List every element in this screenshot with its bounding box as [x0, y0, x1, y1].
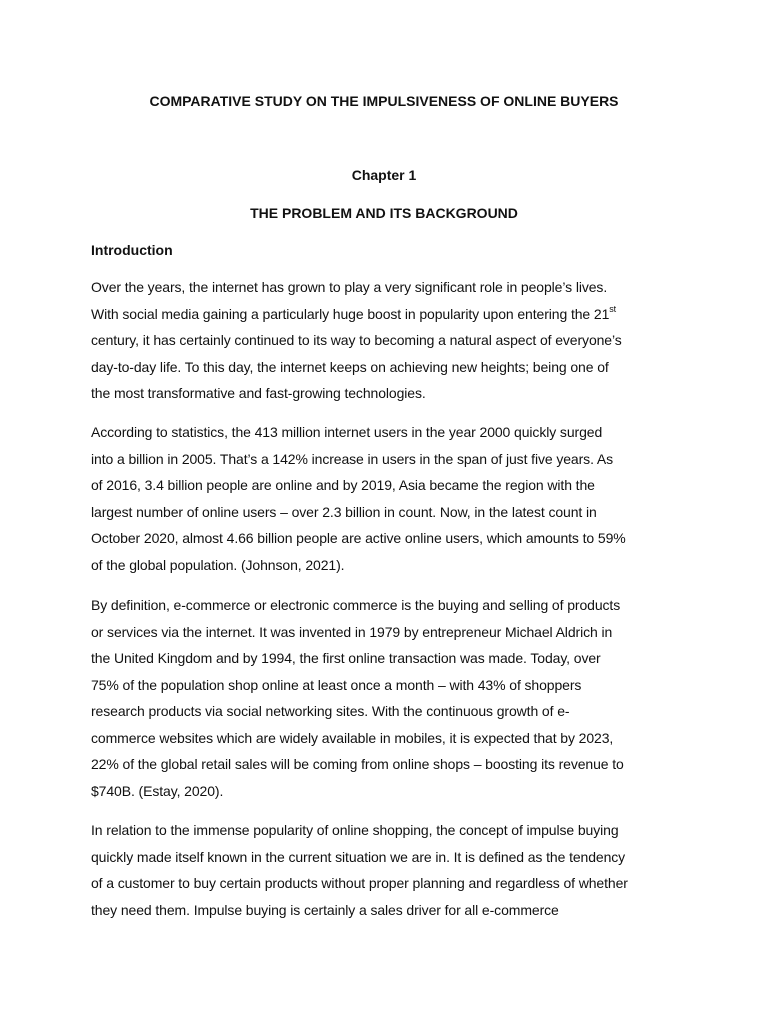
chapter-number: Chapter 1	[351, 167, 417, 183]
document-title: COMPARATIVE STUDY ON THE IMPULSIVENESS OF ONLINE BUYERS	[149, 93, 619, 109]
paragraph-1	[91, 274, 681, 407]
paragraph-line: the United Kingdom and by 1994, the first online transaction was made. Today, over	[91, 650, 601, 666]
paragraph-line: they need them. Impulse buying is certainly a sales driver for all e-commerce	[91, 901, 559, 918]
paragraph-line: of the global population. (Johnson, 2021).	[91, 556, 345, 573]
paragraph-line: research products via social networking sites. With the continuous growth of e-	[91, 703, 570, 719]
paragraph-line: By definition, e-commerce or electronic commerce is the buying and selling of products	[91, 597, 621, 613]
paragraph-line: In relation to the immense popularity of online shopping, the concept of impulse buying	[91, 822, 619, 838]
paragraph-line: into a billion in 2005. That’s a 142% increase in users in the span of just five years. As	[91, 450, 614, 467]
ordinal-superscript: st	[609, 303, 617, 314]
paragraph-line: quickly made itself known in the current situation we are in. It is defined as the tendency	[91, 848, 626, 865]
section-heading: Introduction	[91, 242, 173, 258]
paragraph-line: 75% of the population shop online at least once a month – with 43% of shoppers	[91, 676, 582, 693]
paragraph-line: day-to-day life. To this day, the internet keeps on achieving new heights; being one of	[91, 358, 609, 375]
paragraph-line: century, it has certainly continued to its way to becoming a natural aspect of everyone’s	[91, 332, 622, 348]
paragraph-line: 22% of the global retail sales will be coming from online shops – boosting its revenue to	[91, 756, 624, 772]
paragraph-line: largest number of online users – over 2.3 billion in count. Now, in the latest count in	[91, 503, 597, 520]
paragraph-4	[91, 817, 681, 923]
paragraph-line: of a customer to buy certain products without proper planning and regardless of whether	[91, 875, 628, 891]
paragraph-3	[91, 592, 681, 804]
paragraph-line: $740B. (Estay, 2020).	[91, 782, 224, 799]
paragraph-line: commerce websites which are widely available in mobiles, it is expected that by 2023,	[91, 729, 614, 746]
paragraph-line: Over the years, the internet has grown to play a very significant role in people’s lives.	[91, 279, 608, 295]
paragraph-line	[91, 301, 681, 328]
paragraph-2	[91, 419, 681, 578]
paragraph-line-text: With social media gaining a particularly huge boost in popularity upon entering the 21	[91, 305, 610, 322]
chapter-title: THE PROBLEM AND ITS BACKGROUND	[250, 205, 518, 221]
paragraph-line: October 2020, almost 4.66 billion people are active online users, which amounts to 59%	[91, 530, 626, 546]
paragraph-line: of 2016, 3.4 billion people are online and by 2019, Asia became the region with the	[91, 477, 595, 493]
paragraph-line: the most transformative and fast-growing technologies.	[91, 385, 426, 401]
paragraph-line: According to statistics, the 413 million internet users in the year 2000 quickly surged	[91, 424, 603, 440]
paragraph-line: or services via the internet. It was invented in 1979 by entrepreneur Michael Aldrich in	[91, 623, 613, 640]
